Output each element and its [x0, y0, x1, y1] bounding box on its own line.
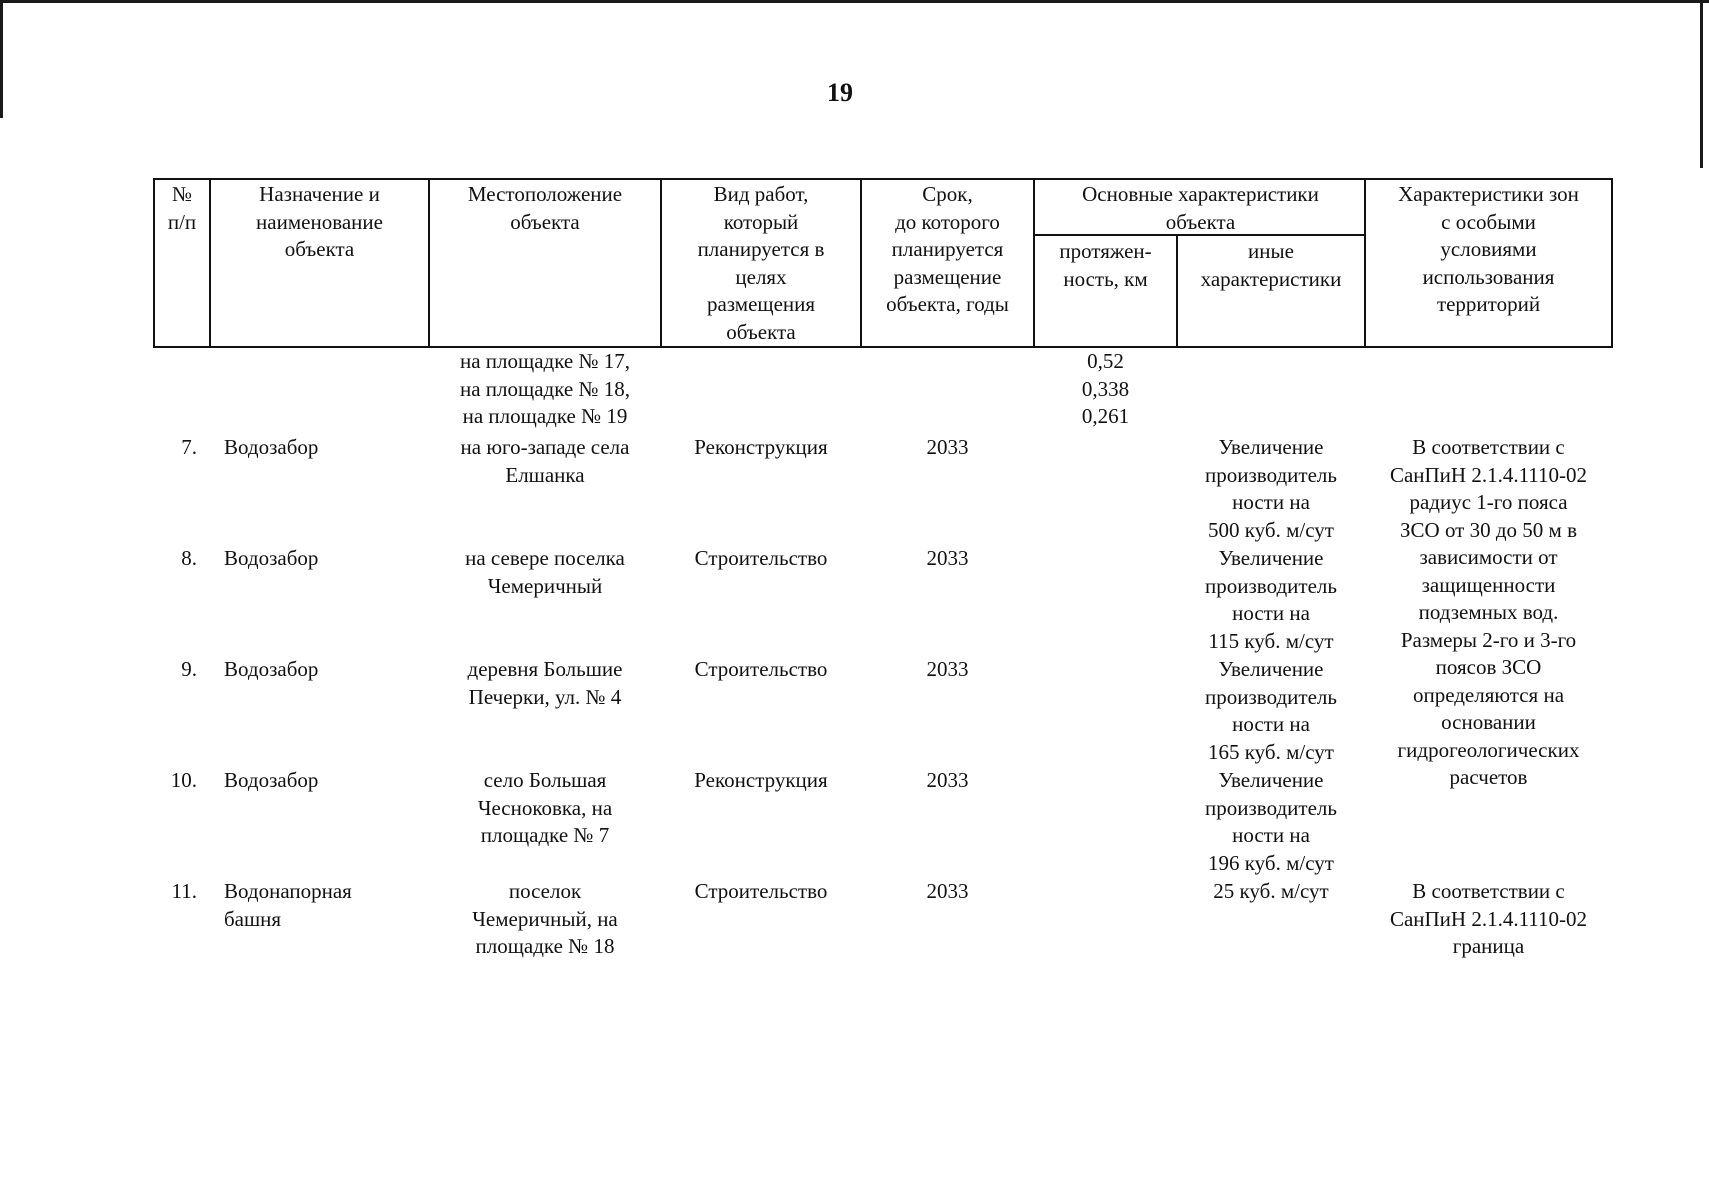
row-number: 7. — [181, 435, 197, 459]
row-deadline: 2033 — [926, 768, 969, 792]
row-location: на севере поселка Чемеричный — [465, 546, 625, 598]
header-location: Местоположение объекта — [467, 182, 623, 234]
scan-border-top — [0, 0, 1709, 3]
row-work-type: Строительство — [694, 657, 828, 681]
col-border-9 — [1611, 178, 1613, 348]
table-top-border — [153, 178, 1613, 180]
row-deadline: 2033 — [926, 657, 969, 681]
zones-group-text: В соответствии с СанПиН 2.1.4.1110-02 радиус 1-го пояса ЗСО от 30 до 50 м в зависимости от защищенности подземных вод. Размеры 2-го и 3-го поясов ЗСО определяются на основании гидрогеологических расчетов — [1389, 435, 1588, 789]
continuation-lengths: 0,52 0,338 0,261 — [1081, 349, 1130, 428]
header-num: № п/п — [167, 182, 197, 234]
row-name: Водозабор — [224, 768, 319, 792]
header-length: протяжен- ность, км — [1059, 239, 1152, 291]
header-bottom-border — [153, 346, 1613, 348]
scan-border-right — [1700, 0, 1703, 168]
header-other-characteristics: иные характеристики — [1200, 239, 1342, 291]
header-main-characteristics: Основные характеристики объекта — [1082, 182, 1319, 234]
row-number: 11. — [171, 879, 197, 903]
row-name: Водозабор — [224, 435, 319, 459]
row-other-characteristics: 25 куб. м/сут — [1213, 879, 1329, 903]
row-work-type: Реконструкция — [694, 768, 828, 792]
row-deadline: 2033 — [926, 435, 969, 459]
header-name: Назначение и наименование объекта — [256, 182, 383, 261]
row-name: Водозабор — [224, 546, 319, 570]
header-zones: Характеристики зон с особыми условиями использования территорий — [1398, 182, 1579, 316]
row-number: 8. — [181, 546, 197, 570]
row-other-characteristics: Увеличение производитель ности на 196 куб. м/сут — [1205, 768, 1337, 875]
row-other-characteristics: Увеличение производитель ности на 500 куб. м/сут — [1205, 435, 1337, 542]
header-work-type: Вид работ, который планируется в целях размещения объекта — [697, 182, 825, 344]
zones-last-text: В соответствии с СанПиН 2.1.4.1110-02 граница — [1389, 879, 1588, 958]
scan-border-left — [0, 0, 3, 118]
row-deadline: 2033 — [926, 879, 969, 903]
row-work-type: Реконструкция — [694, 435, 828, 459]
row-location: поселок Чемеричный, на площадке № 18 — [472, 879, 618, 958]
continuation-location: на площадке № 17, на площадке № 18, на площадке № 19 — [460, 349, 630, 428]
page-number: 19 — [827, 78, 853, 107]
row-location: на юго-западе села Елшанка — [460, 435, 630, 487]
row-name: Водозабор — [224, 657, 319, 681]
row-name: Водонапорная башня — [224, 879, 352, 931]
row-other-characteristics: Увеличение производитель ности на 165 куб. м/сут — [1205, 657, 1337, 764]
row-work-type: Строительство — [694, 546, 828, 570]
row-number: 9. — [181, 657, 197, 681]
row-deadline: 2033 — [926, 546, 969, 570]
header-deadline: Срок, до которого планируется размещение объекта, годы — [886, 182, 1009, 316]
row-location: село Большая Чесноковка, на площадке № 7 — [477, 768, 613, 847]
row-location: деревня Большие Печерки, ул. № 4 — [467, 657, 623, 709]
row-number: 10. — [170, 768, 197, 792]
row-work-type: Строительство — [694, 879, 828, 903]
row-other-characteristics: Увеличение производитель ности на 115 куб. м/сут — [1205, 546, 1337, 653]
